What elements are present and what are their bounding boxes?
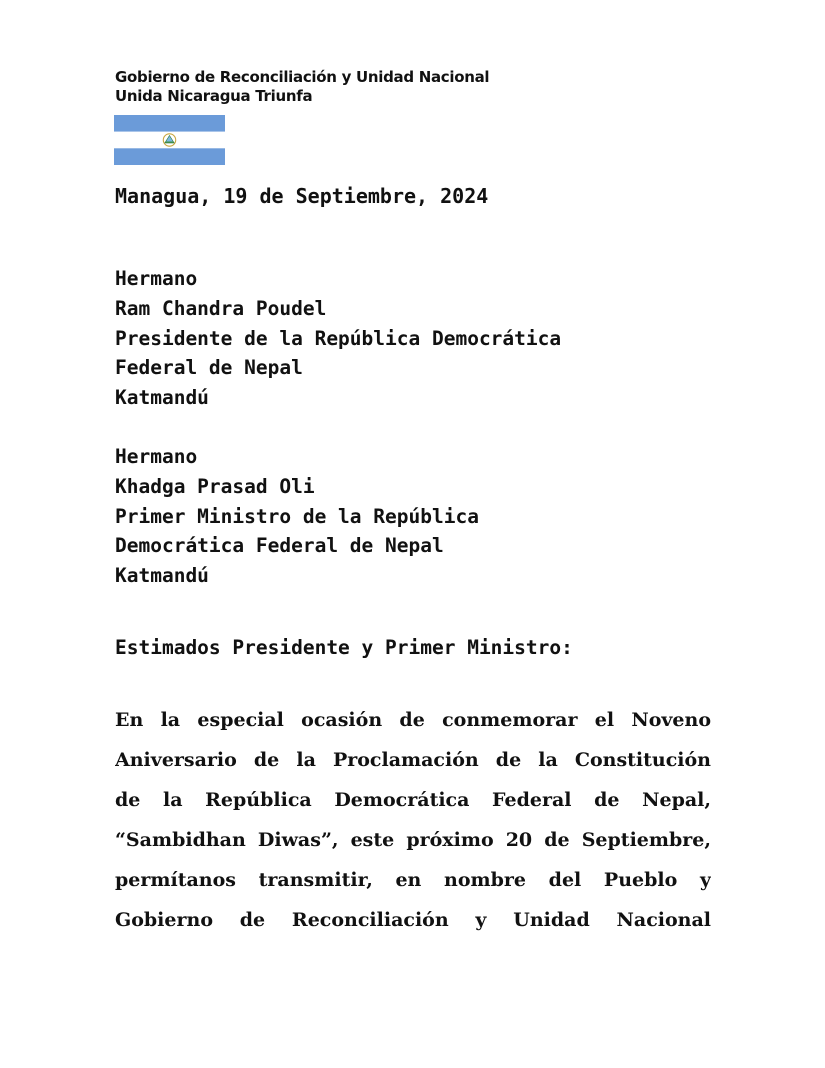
body-line: Gobierno de Reconciliación y Unidad Nacional (115, 909, 711, 931)
recipient-line: Federal de Nepal (115, 356, 303, 380)
letterhead-line-1: Gobierno de Reconciliación y Unidad Nacional (115, 68, 490, 86)
recipient-line: Hermano (115, 445, 198, 468)
letter-body (115, 700, 711, 940)
recipient-line: Ram Chandra Poudel (115, 296, 327, 320)
letterhead-line-2: Unida Nicaragua Triunfa (115, 87, 313, 105)
body-line: “Sambidhan Diwas”, este próximo 20 de Septiembre, (115, 829, 711, 851)
body-line: permítanos transmitir, en nombre del Pueblo y (115, 869, 711, 891)
recipient-president (115, 264, 561, 413)
letterhead (115, 68, 489, 106)
nicaragua-flag-icon (114, 115, 225, 165)
recipient-line: Hermano (115, 267, 198, 290)
letter-date: Managua, 19 de Septiembre, 2024 (115, 184, 489, 208)
body-line: Aniversario de la Proclamación de la Constitución (115, 749, 711, 771)
body-line: de la República Democrática Federal de Nepal, (115, 789, 711, 811)
recipient-line: Khadga Prasad Oli (115, 474, 315, 498)
recipient-prime-minister (115, 442, 479, 591)
recipient-line: Presidente de la República Democrática (115, 326, 562, 350)
recipient-line: Katmandú (115, 386, 209, 410)
body-line: En la especial ocasión de conmemorar el Noveno (115, 709, 711, 731)
recipient-line: Democrática Federal de Nepal (115, 534, 444, 558)
recipient-line: Katmandú (115, 564, 209, 588)
salutation: Estimados Presidente y Primer Ministro: (115, 636, 573, 659)
recipient-line: Primer Ministro de la República (115, 504, 479, 528)
